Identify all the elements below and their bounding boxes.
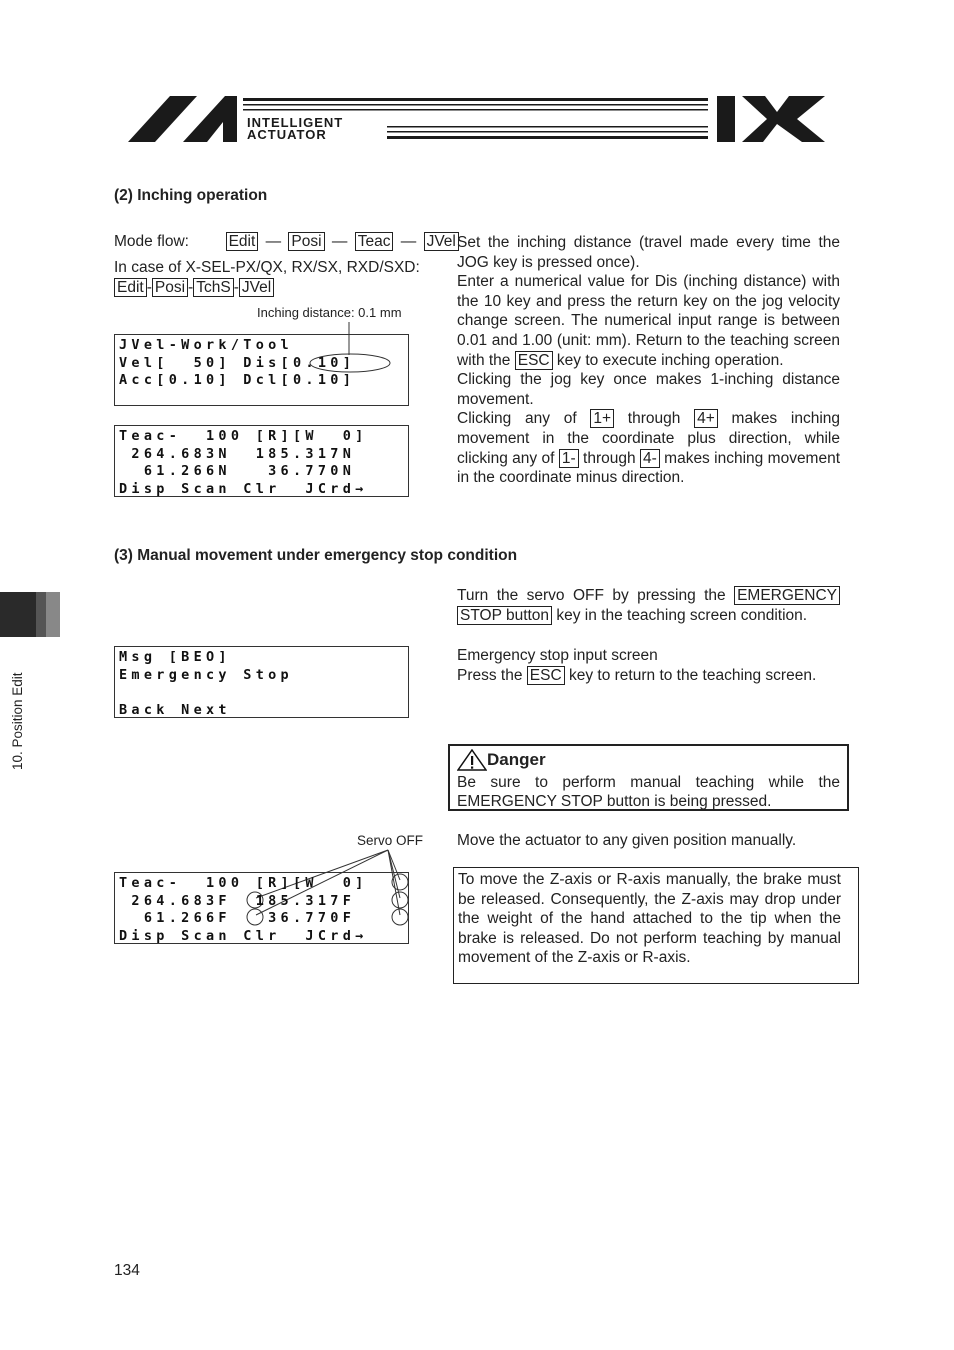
servo-off-label: Servo OFF bbox=[357, 833, 424, 848]
estop-title: Emergency stop input screen bbox=[457, 647, 658, 664]
para-text: through bbox=[627, 410, 681, 428]
key-4minus: 4- bbox=[640, 449, 660, 468]
key-edit: Edit bbox=[226, 232, 259, 251]
inching-description bbox=[457, 233, 840, 488]
lcd-line: Back Next bbox=[119, 701, 231, 718]
lcd-line: Teac- 100 [R][W 0] bbox=[119, 428, 368, 444]
section-heading-manual: (3) Manual movement under emergency stop condition bbox=[114, 547, 518, 564]
para-set-distance: Set the inching distance (travel made every time the JOG key is pressed once). bbox=[457, 234, 840, 271]
estop-instruction bbox=[457, 666, 840, 686]
lcd-line: Vel[ 50] Dis[0.10] bbox=[119, 354, 356, 371]
mode-flow-label: Mode flow: bbox=[114, 233, 189, 250]
key-jvel-alt: JVel bbox=[239, 278, 274, 297]
lcd-line: 264.683F 185.317F bbox=[119, 892, 356, 909]
brake-note-box bbox=[453, 867, 859, 984]
para-text: through bbox=[583, 449, 636, 467]
lcd-line: Emergency Stop bbox=[119, 666, 293, 683]
case-text: In case of X-SEL-PX/QX, RX/SX, RXD/SXD: bbox=[114, 259, 420, 276]
inching-distance-annotation: Inching distance: 0.1 mm bbox=[257, 305, 402, 320]
key-stop-button: STOP button bbox=[457, 606, 552, 625]
para-jog-click: Clicking the jog key once makes 1-inching distance movement. bbox=[457, 371, 840, 408]
key-tchs: TchS bbox=[193, 278, 233, 297]
para-text: makes inching movement in the coordinate minus direction. bbox=[457, 449, 841, 487]
lcd-teach-screen bbox=[114, 425, 409, 497]
lcd-line: 264.683N 185.317N bbox=[119, 445, 356, 462]
lcd-line: Msg [BEO] bbox=[119, 649, 231, 665]
lcd-line: 61.266F 36.770F bbox=[119, 910, 356, 926]
brake-note-text: To move the Z-axis or R-axis manually, the brake must be released. Consequently, the Z-axis may drop under the weight of the hand attached to the tip when the brake is released. Do not perform teaching by manual movement of the Z-axis or R-axis. bbox=[458, 871, 841, 967]
lcd-emergency-screen bbox=[114, 646, 409, 718]
case-key-flow: Edit - Posi - TchS - JVel bbox=[114, 278, 274, 298]
key-1plus: 1+ bbox=[590, 409, 614, 428]
key-esc-2: ESC bbox=[527, 666, 565, 685]
page-number: 134 bbox=[114, 1262, 140, 1279]
para-text: makes inching movement in the coordinate plus direction, while clicking any of bbox=[457, 410, 841, 467]
lcd-line bbox=[119, 684, 404, 702]
key-4plus: 4+ bbox=[694, 409, 718, 428]
para-text: Clicking any of bbox=[457, 410, 577, 428]
para-text: key to return to the teaching screen. bbox=[568, 666, 817, 684]
servo-off-instruction bbox=[457, 586, 840, 625]
lcd-line: JVel-Work/Tool bbox=[119, 337, 293, 353]
para-plus-minus bbox=[457, 409, 840, 487]
para-text: Enter a numerical value for Dis (inching distance) with the 10 key and press the return key on the jog velocity change screen. The numerical input range is between 0.01 and 1.00 (unit: mm). Return to the teaching screen with the bbox=[457, 273, 840, 369]
chapter-label: 10. Position Edit bbox=[10, 672, 25, 770]
danger-text: Be sure to perform manual teaching while the EMERGENCY STOP button is being pressed. bbox=[457, 774, 840, 810]
lcd-line: Acc[0.10] Dcl[0.10] bbox=[119, 372, 356, 388]
logo-text-intelligent: INTELLIGENT bbox=[247, 115, 344, 130]
lcd-line: Disp Scan Clr JCrd→ bbox=[119, 927, 368, 944]
para-text: Turn the servo OFF by pressing the bbox=[457, 587, 726, 604]
section-heading-inching: (2) Inching operation bbox=[114, 187, 268, 204]
para-enter-value bbox=[457, 272, 840, 370]
lcd-line: 61.266N 36.770N bbox=[119, 463, 356, 479]
lcd-jvel-screen bbox=[114, 334, 409, 406]
key-teac: Teac bbox=[355, 232, 394, 251]
danger-box bbox=[448, 744, 849, 811]
lcd-servo-off-screen bbox=[114, 872, 409, 944]
key-posi-alt: Posi bbox=[152, 278, 188, 297]
key-jvel: JVel bbox=[424, 232, 459, 251]
warning-icon bbox=[457, 749, 487, 771]
key-1minus: 1- bbox=[559, 449, 579, 468]
para-text: Press the bbox=[457, 666, 523, 684]
mode-flow-line: Mode flow: Edit — Posi — Teac — JVel bbox=[114, 232, 454, 252]
key-esc: ESC bbox=[515, 351, 553, 370]
key-emergency: EMERGENCY bbox=[734, 586, 840, 605]
key-edit-alt: Edit bbox=[114, 278, 147, 297]
para-text: key to execute inching operation. bbox=[556, 351, 784, 369]
logo-text-actuator: ACTUATOR bbox=[247, 127, 327, 142]
lcd-line: Disp Scan Clr JCrd→ bbox=[119, 480, 368, 497]
estop-description bbox=[457, 646, 840, 685]
lcd-line: Teac- 100 [R][W 0] bbox=[119, 875, 368, 891]
danger-title: Danger bbox=[487, 750, 546, 769]
move-instruction: Move the actuator to any given position manually. bbox=[457, 832, 797, 849]
key-posi: Posi bbox=[288, 232, 324, 251]
para-text: key in the teaching screen condition. bbox=[556, 606, 808, 624]
